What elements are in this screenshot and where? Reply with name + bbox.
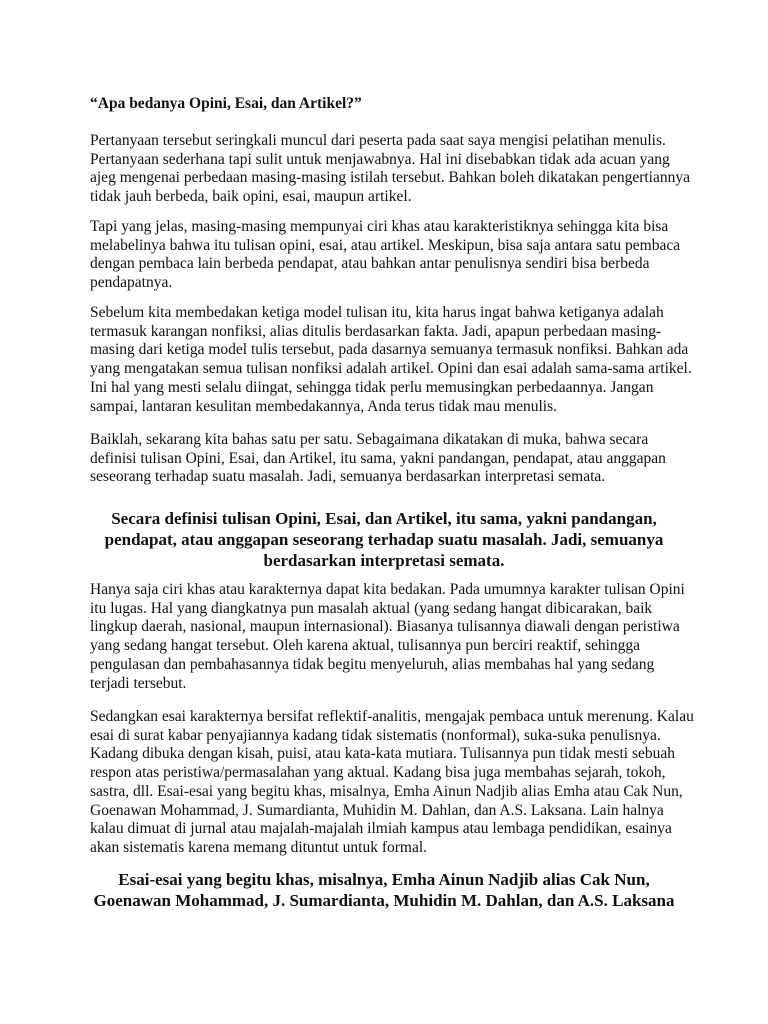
paragraph-line: Pertanyaan tersebut seringkali muncul dari peserta pada saat saya mengisi pelatihan menulis. bbox=[90, 132, 666, 149]
paragraph-line: Kadang dibuka dengan kisah, puisi, atau kata-kata mutiara. Tulisannya pun tidak mesti sebuah bbox=[90, 745, 675, 763]
paragraph-5 bbox=[90, 581, 690, 693]
paragraph-line: ajeg mengenai perbedaan masing-masing istilah tersebut. Bahkan boleh dikatakan pengertiannya bbox=[90, 169, 690, 187]
paragraph-line: Sebelum kita membedakan ketiga model tulisan itu, kita harus ingat bahwa ketiganya adalah bbox=[90, 304, 664, 321]
paragraph-line: Sedangkan esai karakternya bersifat reflektif-analitis, mengajak pembaca untuk merenung. Kalau bbox=[90, 708, 694, 725]
paragraph-line: Ini hal yang mesti selalu diingat, sehingga tidak perlu memusingkan perbedaannya. Jangan bbox=[90, 378, 654, 396]
paragraph-6 bbox=[90, 708, 694, 858]
paragraph-line: itu lugas. Hal yang diangkatnya pun masalah aktual (yang sedang hangat dibicarakan, baik bbox=[90, 599, 653, 617]
paragraph-2 bbox=[90, 218, 690, 293]
pull-quote-line: pendapat, atau anggapan seseorang terhadap suatu masalah. Jadi, semuanya bbox=[104, 530, 664, 549]
paragraph-3 bbox=[90, 304, 690, 416]
paragraph-line: Pertanyaan sederhana tapi sulit untuk menjawabnya. Hal ini disebabkan tidak ada acuan yang bbox=[90, 150, 670, 168]
paragraph-line: pengulasan dan pembahasannya tidak begitu menyeluruh, alias membahas hal yang sedang bbox=[90, 655, 655, 673]
paragraph-line: yang sedang hangat tersebut. Oleh karena aktual, tulisannya pun berciri reaktif, sehingga bbox=[90, 637, 641, 655]
paragraph-line: respon atas peristiwa/permasalahan yang aktual. Kadang bisa juga membahas sejarah, tokoh, bbox=[90, 764, 666, 782]
paragraph-line: sampai, lantaran kesulitan membedakannya, Anda terus tidak mau menulis. bbox=[90, 397, 558, 415]
paragraph-line: pendapatnya. bbox=[90, 274, 173, 292]
paragraph-line: sastra, dll. Esai-esai yang begitu khas, misalnya, Emha Ainun Nadjib alias Emha atau Cak Nun, bbox=[90, 782, 683, 800]
paragraph-line: Baiklah, sekarang kita bahas satu per satu. Sebagaimana dikatakan di muka, bahwa secara bbox=[90, 431, 649, 448]
paragraph-1 bbox=[90, 132, 690, 207]
paragraph-line: Hanya saja ciri khas atau karakternya dapat kita bedakan. Pada umumnya karakter tulisan Opini bbox=[90, 581, 685, 598]
pull-quote-2 bbox=[90, 869, 678, 911]
paragraph-line: akan sistematis karena memang dituntut untuk formal. bbox=[90, 838, 428, 856]
paragraph-line: melabelinya bahwa itu tulisan opini, esai, atau artikel. Meskipun, bisa saja antara satu pembaca bbox=[90, 236, 681, 254]
paragraph-line: seseorang terhadap suatu masalah. Jadi, semuanya berdasarkan interpretasi semata. bbox=[90, 468, 606, 486]
document-title: “Apa bedanya Opini, Esai, dan Artikel?” bbox=[90, 95, 362, 112]
pull-quote-line: Esai-esai yang begitu khas, misalnya, Emha Ainun Nadjib alias Cak Nun, bbox=[118, 870, 650, 889]
paragraph-line: masing dari ketiga model tulis tersebut, pada dasarnya semuanya termasuk nonfiksi. Bahkan ada bbox=[90, 341, 689, 359]
paragraph-line: tidak jauh berbeda, baik opini, esai, maupun artikel. bbox=[90, 188, 412, 206]
paragraph-line: kalau dimuat di jurnal atau majalah-majalah ilmiah kampus atau lembaga pendidikan, esainya bbox=[90, 820, 672, 838]
paragraph-line: definisi tulisan Opini, Esai, dan Artikel, itu sama, yakni pandangan, pendapat, atau anggapan bbox=[90, 449, 666, 467]
pull-quote-line: berdasarkan interpretasi semata. bbox=[263, 551, 505, 570]
paragraph-line: termasuk karangan nonfiksi, alias ditulis berdasarkan fakta. Jadi, apapun perbedaan masing- bbox=[90, 322, 662, 340]
paragraph-line: terjadi tersebut. bbox=[90, 674, 187, 692]
pull-quote-1 bbox=[90, 508, 678, 571]
paragraph-line: esai di surat kabar penyajiannya kadang tidak sistematis (nonformal), suka-suka penulisnya. bbox=[90, 726, 661, 744]
paragraph-4 bbox=[90, 431, 690, 487]
pull-quote-line: Goenawan Mohammad, J. Sumardianta, Muhidin M. Dahlan, dan A.S. Laksana bbox=[93, 891, 675, 910]
paragraph-line: lingkup daerah, nasional, maupun internasional). Biasanya tulisannya diawali dengan peristiwa bbox=[90, 618, 680, 636]
pull-quote-line: Secara definisi tulisan Opini, Esai, dan Artikel, itu sama, yakni pandangan, bbox=[111, 509, 657, 528]
paragraph-line: Goenawan Mohammad, J. Sumardianta, Muhidin M. Dahlan, dan A.S. Laksana. Lain halnya bbox=[90, 801, 664, 819]
paragraph-line: dengan pembaca lain berbeda pendapat, atau bahkan antar penulisnya sendiri bisa berbeda bbox=[90, 255, 650, 273]
paragraph-line: yang mengatakan semua tulisan nonfiksi adalah artikel. Opini dan esai adalah sama-sama artikel. bbox=[90, 360, 692, 378]
paragraph-line: Tapi yang jelas, masing-masing mempunyai ciri khas atau karakteristiknya sehingga kita bisa bbox=[90, 218, 669, 235]
